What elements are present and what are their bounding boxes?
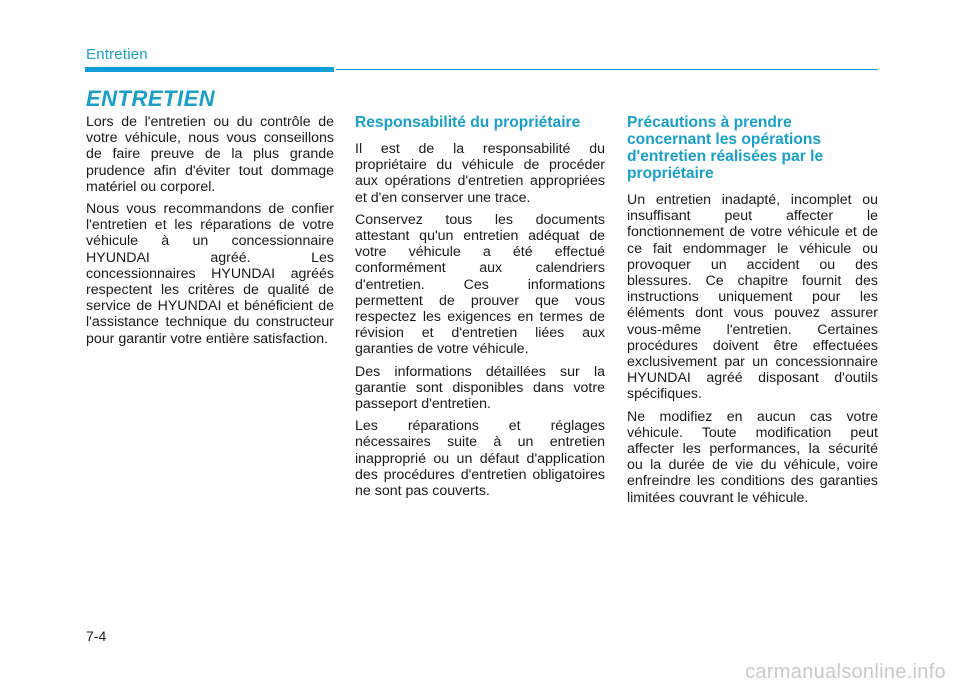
column-responsibility [355, 114, 605, 505]
intro-paragraph: Lors de l'entretien ou du contrôle de votre véhicule, nous vous conseillons de faire preuve de la plus grande prudence afin d'éviter tout dommage matériel ou corporel. [86, 114, 334, 195]
precautions-paragraph: Un entretien inadapté, incomplet ou insuffisant peut affecter le fonctionnement de votre véhicule et de ce fait endommager le véhicule ou provoquer un accident ou des blessures. Ce chapitre fournit des instructions uniquement pour les éléments dont vous pouvez assurer vous-même l'entretien. Certaines procédures doivent être effectuées exclusivement par un concessionnaire HYUNDAI agréé disposant d'outils spécifiques. [627, 192, 878, 403]
page-number: 7-4 [86, 628, 107, 644]
precautions-paragraph: Ne modifiez en aucun cas votre véhicule. Toute modification peut affecter les performances, la sécurité ou la durée de vie du véhicule, voire enfreindre les conditions des garanties limitées couvrant le véhicule. [627, 408, 878, 506]
responsibility-heading: Responsabilité du propriétaire [355, 114, 581, 131]
responsibility-paragraph: Il est de la responsabilité du propriétaire du véhicule de procéder aux opérations d'entretien appropriées et d'en conserver une trace. [355, 141, 605, 206]
responsibility-paragraph: Des informations détaillées sur la garantie sont disponibles dans votre passeport d'entretien. [355, 363, 605, 413]
column-intro [86, 114, 334, 353]
header-rule-thin [336, 69, 878, 70]
header-rule-thick [85, 67, 334, 72]
intro-paragraph: Nous vous recommandons de confier l'entretien et les réparations de votre véhicule à un concessionnaire HYUNDAI agréé. Les concessionnaires HYUNDAI agréés respectent les critères de qualité de service de HYUNDAI et bénéficient de l'assistance technique du constructeur pour garantir votre entière satisfaction. [86, 201, 334, 347]
precautions-heading: Précautions à prendre concernant les opérations d'entretien réalisées par le propriétaire [627, 114, 824, 182]
watermark: carmanualsonline.info [745, 661, 946, 683]
responsibility-paragraph: Conservez tous les documents attestant qu'un entretien adéquat de votre véhicule a été effectué conformément aux calendriers d'entretien. Ces informations permettent de prouver que vous respectez les exigences en termes de révision et d'entretien liées aux garanties de votre véhicule. [355, 211, 605, 358]
section-label: Entretien [86, 46, 148, 63]
responsibility-paragraph: Les réparations et réglages nécessaires suite à un entretien inapproprié ou un défaut d'application des procédures d'entretien obligatoires ne sont pas couverts. [355, 418, 605, 500]
column-precautions [627, 114, 878, 512]
page-title: ENTRETIEN [86, 86, 216, 111]
